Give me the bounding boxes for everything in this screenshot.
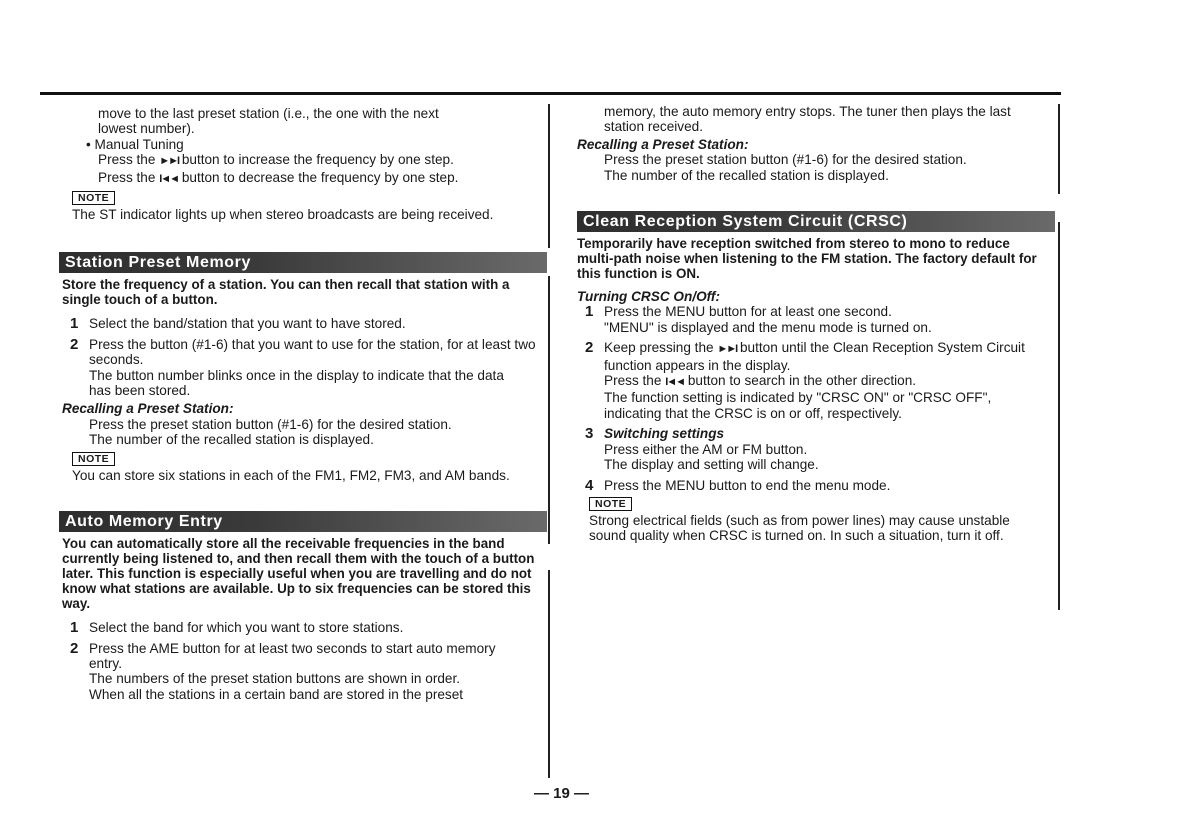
note-text: Strong electrical fields (such as from power lines) may cause unstable sound quality when CRSC is turned on. In such a situation, turn it off. <box>589 512 1010 544</box>
page-number: — 19 — <box>534 785 590 802</box>
manual-tuning-title: Manual Tuning <box>94 136 184 152</box>
recall-title: Recalling a Preset Station: <box>62 401 234 417</box>
section-lead: Store the frequency of a station. You can then recall that station with a single touch of a button. <box>62 277 510 308</box>
step-2: 2 Press the button (#1-6) that you want to use for the station, for at least two seconds. The button number blinks once in the display to indicate that the data has been stored. <box>70 335 536 399</box>
note-label: NOTE <box>72 191 115 205</box>
step-2: 2 Press the AME button for at least two seconds to start auto memory entry. The numbers of the preset station buttons are shown in order. When all the stations in a certain band are stored in the preset <box>70 639 496 702</box>
forward-skip-icon: ►►I <box>159 155 179 168</box>
recall-body: Press the preset station button (#1-6) for the desired station. The number of the recalled station is displayed. <box>604 152 967 183</box>
manual-tuning-item <box>62 137 550 152</box>
step-4: 4 Press the MENU button to end the menu mode. <box>585 476 891 494</box>
note-text: The ST indicator lights up when stereo broadcasts are being received. <box>72 207 494 223</box>
note-label: NOTE <box>589 497 632 511</box>
step3-title: Switching settings <box>604 426 725 442</box>
bullet-icon: • <box>86 136 91 152</box>
section-lead: Temporarily have reception switched from stereo to mono to reduce multi-path noise when listening to the FM station. The factory default for this function is ON. <box>577 236 1037 282</box>
continued-text: move to the last preset station (i.e., the one with the next lowest number). <box>98 106 439 137</box>
backward-skip-icon: I◄◄ <box>159 172 179 185</box>
section-lead: You can automatically store all the receivable frequencies in the band currently being listened to, and then recall them with the touch of a button later. This function is especially useful when you are travelling and do not know what stations are available. Up to six frequencies can be stored this way. <box>62 536 535 612</box>
right-column-rule <box>1058 104 1060 194</box>
note-label: NOTE <box>72 452 115 466</box>
sub-title: Turning CRSC On/Off: <box>577 289 720 305</box>
step-2: 2 Keep pressing the ►►I button until the Clean Reception System Circuit function appears in the display. Press the I◄◄ button to search in the other direction. The function setting is indicated by "CRSC ON" or "CRSC OFF", indicating that the CRSC is on or off, respectively. <box>585 339 1025 421</box>
right-column-rule-2 <box>1058 222 1060 610</box>
manual-tuning-body: Press the ►►I button to increase the frequency by one step. Press the I◄◄ button to decrease the frequency by one step. <box>98 152 459 185</box>
section-heading-auto-memory-entry: Auto Memory Entry <box>59 511 547 532</box>
recall-title: Recalling a Preset Station: <box>577 136 749 152</box>
step-1: 1 Press the MENU button for at least one second. "MENU" is displayed and the menu mode is turned on. <box>585 303 932 335</box>
right-column <box>577 104 1047 544</box>
left-column <box>62 106 550 702</box>
note-text: You can store six stations in each of the FM1, FM2, FM3, and AM bands. <box>72 467 510 483</box>
step-1: 1 Select the band for which you want to store stations. <box>70 619 404 637</box>
step-1: 1 Select the band/station that you want to have stored. <box>70 315 406 333</box>
note-block-2 <box>72 448 512 483</box>
backward-skip-icon: I◄◄ <box>665 376 685 389</box>
step-3: 3 Switching settings Press either the AM or FM button. The display and setting will change. <box>577 426 1047 472</box>
continued-text: memory, the auto memory entry stops. The tuner then plays the last station received. <box>604 104 1011 135</box>
note-block-1 <box>72 187 512 222</box>
section-heading-crsc: Clean Reception System Circuit (CRSC) <box>577 211 1055 232</box>
forward-skip-icon: ►►I <box>717 343 737 356</box>
recall-body: Press the preset station button (#1-6) for the desired station. The number of the recalled station is displayed. <box>89 416 452 448</box>
note-block <box>589 493 1019 544</box>
section-heading-station-preset-memory: Station Preset Memory <box>59 252 547 273</box>
top-rule <box>40 92 1061 95</box>
